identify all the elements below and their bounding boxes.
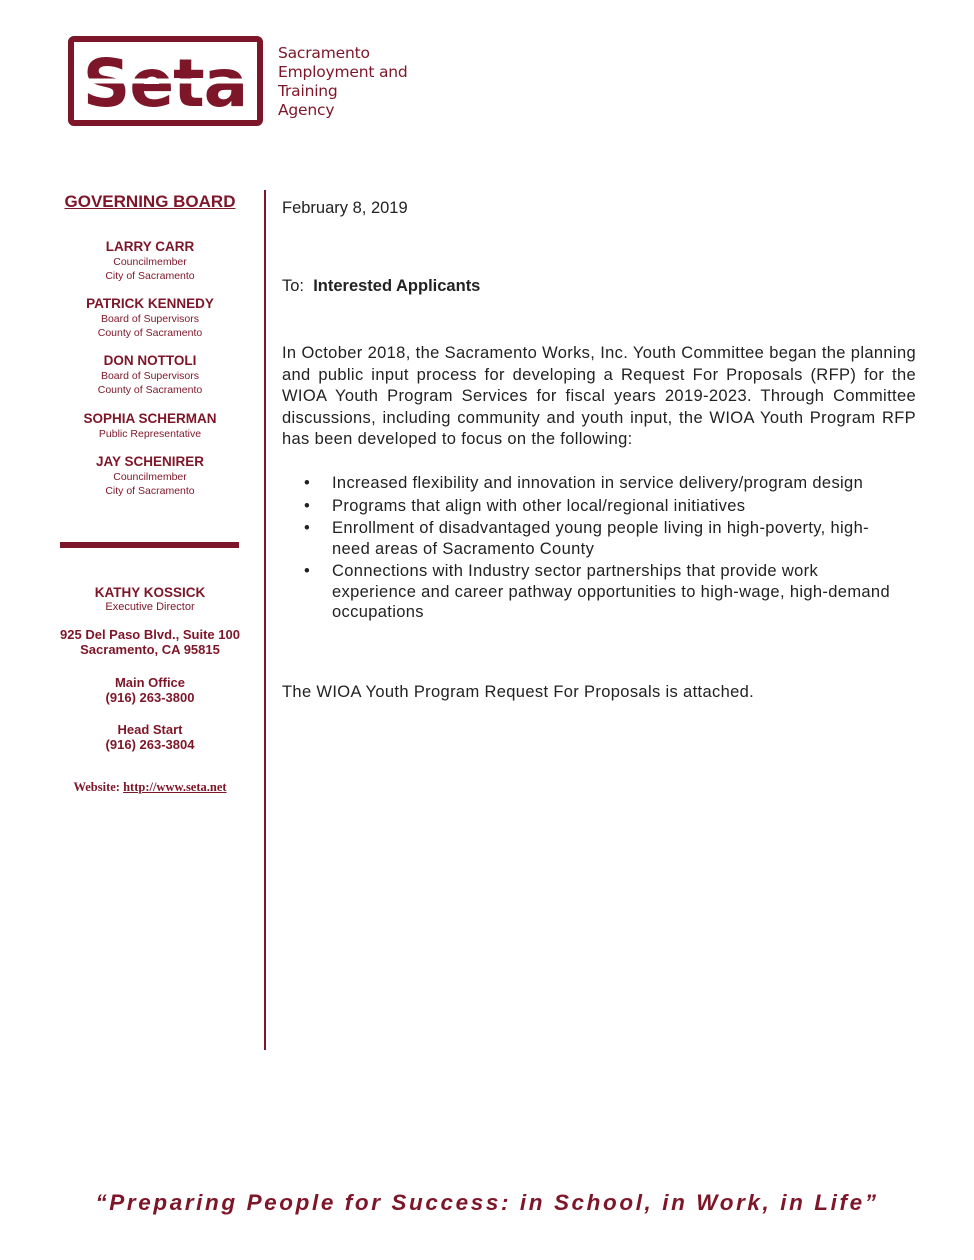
member-title: Councilmember bbox=[113, 471, 187, 483]
bullet-icon: • bbox=[304, 474, 311, 492]
agency-line: Training bbox=[278, 82, 338, 100]
list-item-text: Increased flexibility and innovation in service delivery/program design bbox=[332, 474, 864, 492]
board-member bbox=[40, 411, 260, 441]
board-member bbox=[40, 454, 260, 498]
member-title: Councilmember bbox=[113, 256, 187, 268]
board-member bbox=[40, 239, 260, 283]
member-name: PATRICK KENNEDY bbox=[86, 296, 214, 311]
footer-tagline: “Preparing People for Success: in School, in Work, in Life” bbox=[95, 1190, 879, 1215]
member-affiliation: County of Sacramento bbox=[97, 384, 203, 396]
agency-line: Agency bbox=[278, 101, 335, 119]
list-item bbox=[282, 518, 892, 559]
list-item bbox=[282, 473, 892, 494]
head-start bbox=[40, 722, 260, 752]
letter-date: February 8, 2019 bbox=[282, 199, 408, 217]
bullet-icon: • bbox=[304, 562, 311, 580]
website-label: Website: bbox=[73, 780, 120, 794]
member-name: LARRY CARR bbox=[105, 239, 195, 254]
list-item-text: Programs that align with other local/regional initiatives bbox=[332, 496, 746, 515]
seta-logo bbox=[68, 36, 263, 126]
agency-name bbox=[278, 44, 438, 120]
member-name: JAY SCHENIRER bbox=[95, 454, 205, 469]
agency-line: Employment and bbox=[278, 63, 408, 81]
member-affiliation: City of Sacramento bbox=[105, 270, 195, 282]
governing-board-heading: GOVERNING BOARD bbox=[64, 192, 236, 211]
main-office-label: Main Office bbox=[114, 675, 186, 690]
intro-paragraph: In October 2018, the Sacramento Works, Inc. Youth Committee began the planning and public input process for developing a Request For Proposals (RFP) for the WIOA Youth Program Services for fiscal years 2019-2023. Through Committee discussions, including community and youth input, the WIOA Youth Program RFP has been developed to focus on the following: bbox=[282, 344, 916, 449]
member-affiliation: County of Sacramento bbox=[97, 327, 203, 339]
member-title: Board of Supervisors bbox=[100, 313, 200, 325]
list-item-text: Connections with Industry sector partnerships that provide work experience and career pathway opportunities to high-wage, high-demand occupations bbox=[332, 562, 890, 621]
recipient: Interested Applicants bbox=[313, 277, 481, 295]
bullet-icon: • bbox=[304, 519, 311, 537]
vertical-divider bbox=[264, 190, 266, 1050]
bullet-icon: • bbox=[304, 496, 311, 515]
member-title: Board of Supervisors bbox=[100, 370, 200, 382]
seta-logo-wordmark bbox=[78, 48, 253, 118]
member-title: Public Representative bbox=[98, 428, 202, 440]
board-member bbox=[40, 353, 260, 397]
main-office-phone: (916) 263-3800 bbox=[105, 690, 195, 705]
office-address bbox=[40, 627, 260, 657]
to-label: To: bbox=[282, 277, 305, 295]
list-item-text: Enrollment of disadvantaged young people living in high-poverty, high-need areas of Sacramento County bbox=[332, 519, 869, 558]
website-link[interactable]: http://www.seta.net bbox=[123, 780, 227, 794]
main-office bbox=[40, 675, 260, 705]
member-affiliation: City of Sacramento bbox=[105, 485, 195, 497]
board-member bbox=[40, 296, 260, 340]
member-name: DON NOTTOLI bbox=[103, 353, 197, 368]
logo-wordmark-text: Seta bbox=[82, 48, 248, 118]
head-start-phone: (916) 263-3804 bbox=[105, 737, 195, 752]
director-name: KATHY KOSSICK bbox=[94, 585, 206, 600]
director-title: Executive Director bbox=[105, 601, 195, 613]
executive-director bbox=[40, 585, 260, 614]
focus-list bbox=[282, 473, 922, 625]
closing-line: The WIOA Youth Program Request For Proposals is attached. bbox=[282, 683, 755, 701]
address-line: 925 Del Paso Blvd., Suite 100 bbox=[60, 627, 240, 642]
agency-line: Sacramento bbox=[278, 44, 370, 62]
list-item bbox=[282, 561, 892, 623]
recipient-line bbox=[282, 277, 480, 296]
member-name: SOPHIA SCHERMAN bbox=[83, 411, 217, 426]
list-item bbox=[282, 496, 892, 517]
website bbox=[40, 780, 260, 795]
head-start-label: Head Start bbox=[117, 722, 183, 737]
address-line: Sacramento, CA 95815 bbox=[80, 642, 220, 657]
sidebar-divider bbox=[60, 542, 239, 548]
